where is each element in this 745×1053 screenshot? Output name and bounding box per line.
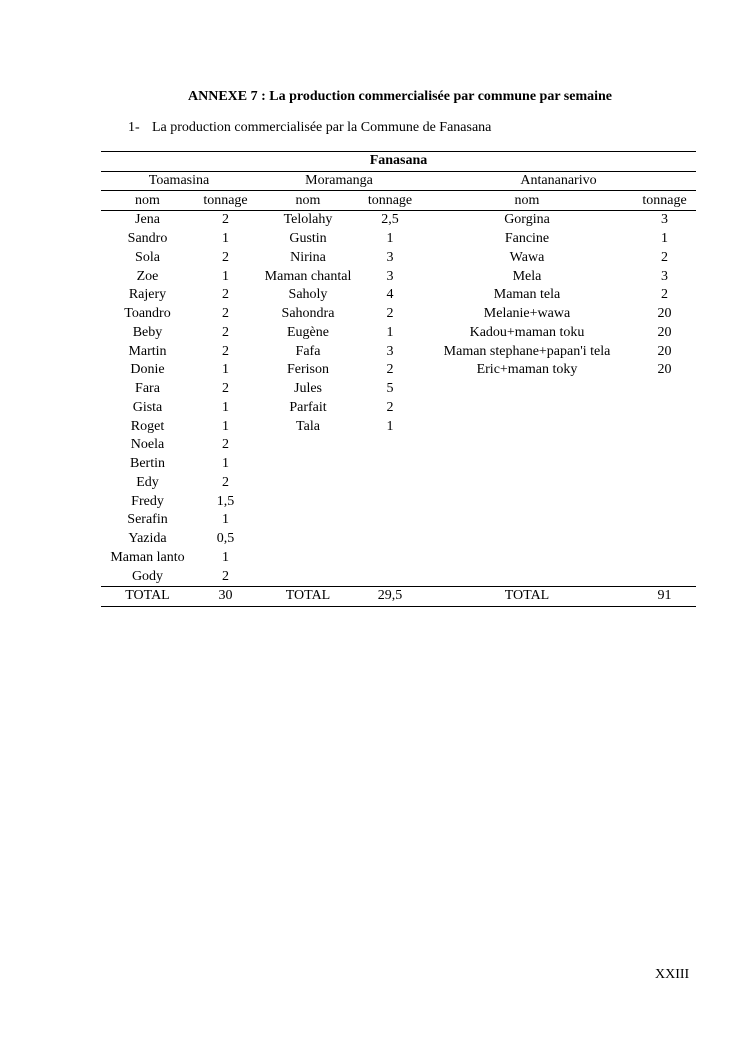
table-row (101, 267, 696, 286)
cell-tonnage (633, 474, 696, 493)
cell-tonnage: 1 (222, 399, 229, 415)
cell-tonnage: 2 (222, 212, 229, 228)
cell-tonnage (359, 492, 421, 511)
cell-nom: Nirina (290, 249, 326, 265)
cell-tonnage (633, 567, 696, 586)
cell-nom: Eugène (287, 324, 329, 340)
cell-tonnage: 1 (222, 268, 229, 284)
cell-nom: Fafa (295, 343, 321, 359)
cell-nom (421, 492, 633, 511)
cell-nom (257, 530, 359, 549)
cell-tonnage: 4 (386, 287, 394, 303)
page-number: XXIII (655, 967, 690, 982)
table-row (101, 549, 696, 568)
cell-nom: Bertin (130, 456, 165, 472)
table-row (101, 436, 696, 455)
cell-tonnage: 2 (222, 381, 229, 397)
cell-tonnage: 3 (661, 268, 668, 284)
cell-tonnage: 20 (657, 343, 672, 359)
table-row (101, 530, 696, 549)
table-row (101, 474, 696, 493)
cell-tonnage (359, 511, 421, 530)
cell-nom: Donie (130, 362, 165, 378)
group-header-antananarivo: Antananarivo (421, 171, 696, 191)
cell-nom (421, 511, 633, 530)
cell-tonnage (633, 549, 696, 568)
table-row (101, 567, 696, 586)
cell-tonnage: 1 (661, 231, 668, 247)
cell-tonnage (633, 417, 696, 436)
section-title: La production commercialisée par la Commune de Fanasana (152, 120, 492, 135)
cell-tonnage (633, 530, 696, 549)
table-row (101, 230, 696, 249)
cell-tonnage: 3 (386, 268, 394, 284)
cell-tonnage: 1 (222, 418, 229, 434)
cell-nom (257, 436, 359, 455)
cell-tonnage: 0,5 (216, 531, 235, 547)
cell-nom: Sandro (127, 231, 168, 247)
cell-tonnage: 2 (222, 287, 229, 303)
cell-tonnage (359, 549, 421, 568)
cell-tonnage: 2 (222, 437, 229, 453)
col-header: tonnage (359, 191, 421, 211)
total-value: 30 (194, 587, 257, 607)
cell-tonnage: 2 (661, 249, 668, 265)
cell-nom: Gody (131, 568, 164, 584)
cell-nom (421, 530, 633, 549)
cell-nom: Fredy (131, 493, 164, 509)
commune-header: Fanasana (101, 152, 696, 172)
cell-nom: Sahondra (281, 306, 335, 322)
cell-nom: Yazida (128, 531, 167, 547)
table-row (101, 511, 696, 530)
cell-tonnage: 1 (222, 512, 229, 528)
cell-tonnage (633, 380, 696, 399)
cell-tonnage: 5 (386, 381, 394, 397)
cell-nom (257, 567, 359, 586)
table-row (101, 286, 696, 305)
cell-nom: Melanie+wawa (483, 306, 571, 322)
col-header: nom (257, 191, 359, 211)
cell-tonnage: 1 (222, 549, 229, 565)
cell-tonnage: 20 (657, 324, 672, 340)
cell-tonnage: 2 (222, 306, 229, 322)
cell-nom: Maman tela (493, 287, 561, 303)
cell-tonnage: 20 (657, 362, 672, 378)
cell-tonnage: 1 (386, 231, 394, 247)
cell-tonnage: 2 (222, 568, 229, 584)
cell-nom: Sola (135, 249, 160, 265)
cell-nom: Martin (128, 343, 167, 359)
cell-tonnage (633, 399, 696, 418)
cell-tonnage (359, 455, 421, 474)
cell-tonnage (359, 436, 421, 455)
cell-nom: Serafin (127, 512, 168, 528)
cell-nom: Mela (512, 268, 542, 284)
col-header: nom (101, 191, 194, 211)
total-label: TOTAL (101, 587, 194, 607)
total-label: TOTAL (421, 587, 633, 607)
table-row (101, 211, 696, 230)
cell-tonnage (633, 436, 696, 455)
cell-tonnage: 2 (222, 343, 229, 359)
cell-nom: Gista (132, 399, 163, 415)
production-table (101, 151, 696, 607)
cell-tonnage: 2 (222, 474, 229, 490)
cell-nom: Kadou+maman toku (469, 324, 585, 340)
cell-nom: Gustin (289, 231, 327, 247)
cell-tonnage: 1 (222, 231, 229, 247)
cell-nom (421, 549, 633, 568)
col-header: nom (421, 191, 633, 211)
cell-tonnage: 2 (222, 324, 229, 340)
total-value: 91 (633, 587, 696, 607)
cell-tonnage: 2 (386, 399, 394, 415)
cell-tonnage: 3 (386, 343, 394, 359)
cell-tonnage: 1 (386, 418, 394, 434)
cell-tonnage: 3 (386, 249, 394, 265)
cell-tonnage (633, 455, 696, 474)
cell-tonnage: 3 (661, 212, 668, 228)
col-header: tonnage (633, 191, 696, 211)
cell-nom: Maman lanto (110, 549, 185, 565)
table-row (101, 249, 696, 268)
table-row (101, 342, 696, 361)
total-label: TOTAL (257, 587, 359, 607)
cell-nom: Gorgina (504, 212, 550, 228)
cell-nom: Maman stephane+papan'i tela (443, 343, 611, 359)
cell-nom (257, 492, 359, 511)
cell-tonnage: 1 (386, 324, 394, 340)
cell-tonnage: 2 (222, 249, 229, 265)
cell-nom: Rajery (128, 287, 167, 303)
table-row (101, 305, 696, 324)
cell-nom: Jules (294, 381, 322, 397)
total-value: 29,5 (359, 587, 421, 607)
cell-nom: Parfait (289, 399, 327, 415)
cell-tonnage: 1,5 (216, 493, 235, 509)
cell-nom (257, 455, 359, 474)
col-header: tonnage (194, 191, 257, 211)
cell-nom (421, 417, 633, 436)
cell-nom (257, 474, 359, 493)
group-header-toamasina: Toamasina (101, 171, 257, 191)
total-row (101, 587, 696, 607)
table-row (101, 324, 696, 343)
cell-nom: Edy (136, 474, 159, 490)
cell-tonnage: 2 (386, 362, 394, 378)
table-row (101, 380, 696, 399)
cell-nom (421, 399, 633, 418)
cell-nom: Eric+maman toky (476, 362, 578, 378)
section-heading (128, 120, 491, 136)
cell-nom (421, 380, 633, 399)
cell-nom: Zoe (136, 268, 159, 284)
cell-nom: Fancine (504, 231, 550, 247)
cell-tonnage: 1 (222, 362, 229, 378)
cell-tonnage (633, 492, 696, 511)
cell-nom: Roget (130, 418, 165, 434)
table-row (101, 455, 696, 474)
cell-nom: Telolahy (283, 212, 333, 228)
cell-tonnage: 2 (661, 287, 668, 303)
cell-nom (421, 455, 633, 474)
section-number: 1- (128, 120, 140, 135)
cell-nom (257, 511, 359, 530)
cell-nom: Wawa (509, 249, 545, 265)
table-row (101, 399, 696, 418)
cell-tonnage (359, 474, 421, 493)
cell-nom: Tala (296, 418, 320, 434)
cell-tonnage: 2 (386, 306, 394, 322)
cell-nom: Noela (130, 437, 165, 453)
cell-nom (257, 549, 359, 568)
cell-nom: Ferison (287, 362, 329, 378)
cell-nom: Fara (135, 381, 160, 397)
cell-nom (421, 567, 633, 586)
table-row (101, 361, 696, 380)
cell-nom: Jena (135, 212, 160, 228)
cell-tonnage: 1 (222, 456, 229, 472)
cell-nom (421, 436, 633, 455)
cell-tonnage (633, 511, 696, 530)
table-row (101, 492, 696, 511)
table-row (101, 417, 696, 436)
cell-tonnage (359, 567, 421, 586)
cell-tonnage: 2,5 (381, 212, 399, 228)
cell-tonnage: 20 (657, 306, 672, 322)
cell-nom: Toandro (124, 306, 171, 322)
cell-tonnage (359, 530, 421, 549)
annex-title: ANNEXE 7 : La production commercialisée par commune par semaine (188, 89, 612, 104)
cell-nom: Maman chantal (264, 268, 352, 284)
cell-nom: Beby (132, 324, 163, 340)
cell-nom (421, 474, 633, 493)
group-header-moramanga: Moramanga (257, 171, 421, 191)
cell-nom: Saholy (288, 287, 328, 303)
